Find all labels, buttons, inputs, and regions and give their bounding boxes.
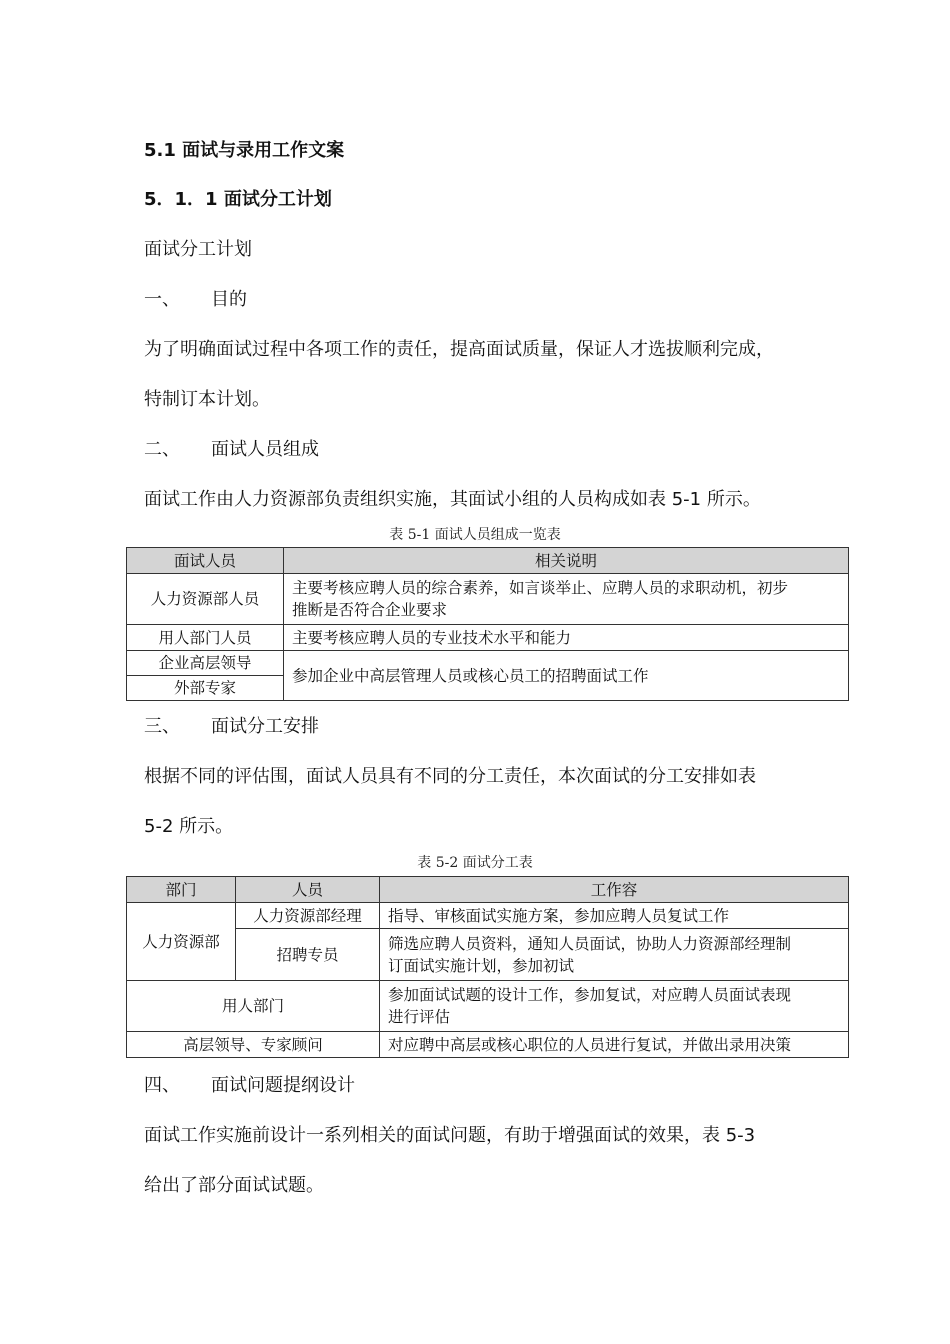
table-cell-person: 招聘专员 — [236, 929, 380, 981]
table-cell-department: 人力资源部 — [127, 903, 236, 981]
table-header-cell: 工作容 — [380, 877, 849, 903]
paragraph-line: 5-2 所示。 — [144, 816, 234, 837]
table-row — [127, 574, 849, 625]
paragraph-line: 面试工作由人力资源部负责组织实施，其面试小组的人员构成如表 5-1 所示。 — [144, 489, 761, 510]
paragraph-line: 根据不同的评估围，面试人员具有不同的分工责任，本次面试的分工安排如表 — [144, 766, 756, 787]
paragraph-line: 特制订本计划。 — [144, 389, 270, 410]
section-heading-questions — [144, 1074, 355, 1098]
section-number: 三、 — [144, 716, 180, 737]
cell-line: 筛选应聘人员资料，通知人员面试，协助人力资源部经理制 — [388, 934, 792, 953]
table-header-row — [127, 877, 849, 903]
table-cell-department: 用人部门 — [127, 981, 380, 1032]
section-title: 面试分工安排 — [211, 716, 319, 737]
heading-subsection: 5．1．1 面试分工计划 — [144, 189, 332, 210]
section-heading-purpose — [144, 288, 247, 312]
section-heading-assignment — [144, 715, 319, 739]
table-cell-person: 人力资源部经理 — [236, 903, 380, 929]
table-cell-person: 企业高层领导 — [127, 651, 284, 676]
table-cell-person: 外部专家 — [127, 676, 284, 701]
table-cell-person: 人力资源部人员 — [127, 574, 284, 625]
table-row — [127, 929, 849, 981]
paragraph-line: 给出了部分面试试题。 — [144, 1175, 324, 1196]
paragraph-line: 为了明确面试过程中各项工作的责任，提高面试质量，保证人才选拔顺利完成， — [144, 339, 774, 360]
table-cell-work — [380, 929, 849, 981]
table-row — [127, 981, 849, 1032]
cell-line: 主要考核应聘人员的综合素养，如言谈举止、应聘人员的求职动机，初步 — [292, 579, 789, 597]
section-title: 目的 — [211, 289, 247, 310]
paragraph-line: 面试工作实施前设计一系列相关的面试问题，有助于增强面试的效果，表 5-3 — [144, 1125, 756, 1146]
table-header-cell: 相关说明 — [284, 548, 849, 574]
section-number: 二、 — [144, 439, 180, 460]
table-cell-description: 主要考核应聘人员的专业技术水平和能力 — [284, 625, 849, 651]
table-cell-description — [284, 574, 849, 625]
table-header-cell: 面试人员 — [127, 548, 284, 574]
interview-assignment-table — [126, 876, 849, 1058]
table-row — [127, 651, 849, 676]
document-title: 面试分工计划 — [144, 239, 252, 260]
cell-line: 参加面试试题的设计工作，参加复试，对应聘人员面试表现 — [388, 986, 792, 1004]
table-cell-work: 指导、审核面试实施方案，参加应聘人员复试工作 — [380, 903, 849, 929]
table-cell-department: 高层领导、专家顾问 — [127, 1032, 380, 1058]
table-caption: 表 5-2 面试分工表 — [417, 855, 533, 871]
table-header-row — [127, 548, 849, 574]
cell-line: 推断是否符合企业要求 — [292, 601, 448, 619]
table-cell-person: 用人部门人员 — [127, 625, 284, 651]
section-number: 四、 — [144, 1075, 180, 1096]
table-cell-description: 参加企业中高层管理人员或核心员工的招聘面试工作 — [284, 651, 849, 701]
table-row — [127, 903, 849, 929]
cell-line: 订面试实施计划，参加初试 — [388, 956, 575, 975]
table-cell-work — [380, 981, 849, 1032]
section-number: 一、 — [144, 289, 180, 310]
table-header-cell: 人员 — [236, 877, 380, 903]
heading-section: 5.1 面试与录用工作文案 — [144, 140, 345, 161]
table-header-cell: 部门 — [127, 877, 236, 903]
cell-line: 进行评估 — [388, 1008, 451, 1026]
section-title: 面试问题提纲设计 — [211, 1075, 355, 1096]
interviewer-composition-table — [126, 547, 849, 701]
table-row — [127, 1032, 849, 1058]
section-heading-members — [144, 438, 319, 462]
table-caption: 表 5-1 面试人员组成一览表 — [389, 527, 561, 543]
section-title: 面试人员组成 — [211, 439, 319, 460]
table-row — [127, 625, 849, 651]
table-cell-work: 对应聘中高层或核心职位的人员进行复试，并做出录用决策 — [380, 1032, 849, 1058]
